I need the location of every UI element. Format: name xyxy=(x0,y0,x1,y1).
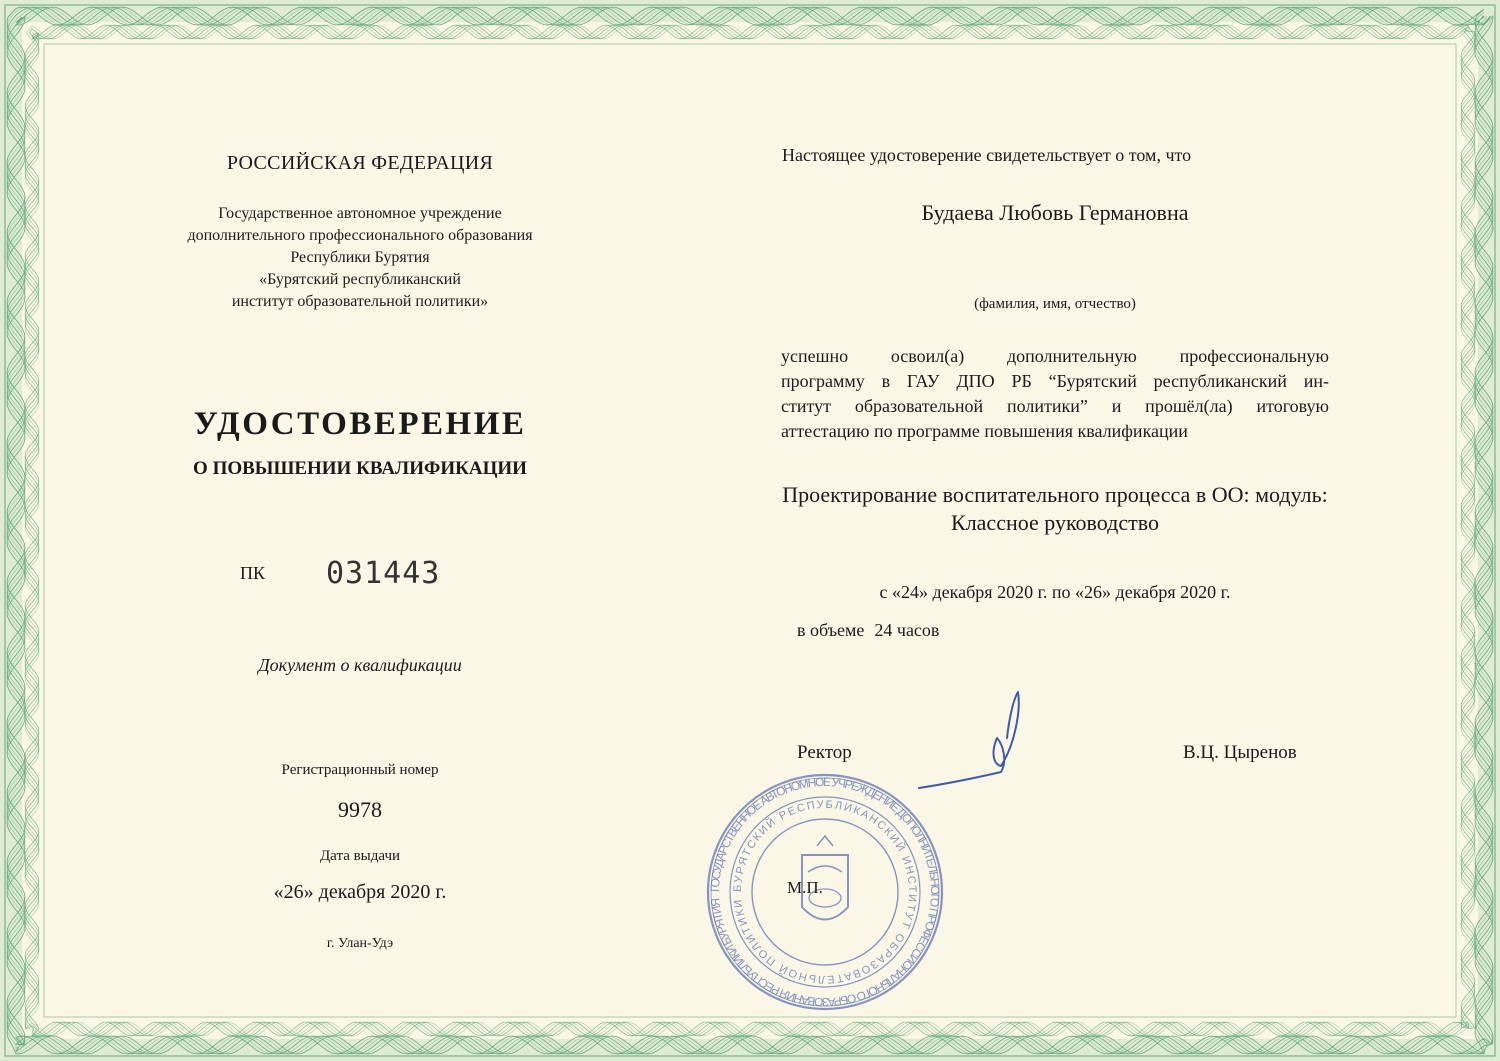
program-line: Классное руководство xyxy=(951,510,1159,535)
country-heading: РОССИЙСКАЯ ФЕДЕРАЦИЯ xyxy=(226,152,494,174)
statement-line: успешно освоил(а) дополнительную профессиональную xyxy=(781,346,1329,366)
document-subtitle: О ПОВЫШЕНИИ КВАЛИФИКАЦИИ xyxy=(193,458,527,479)
official-seal xyxy=(700,772,950,1012)
seal-inner-text: БУРЯТСКИЙ РЕСПУБЛИКАНСКИЙ ИНСТИТУТ ОБРАЗОВАТЕЛЬНОЙ ПОЛИТИКИ xyxy=(731,798,919,986)
training-period: с «24» декабря 2020 г. по «26» декабря 2020 г. xyxy=(879,582,1231,602)
registration-label: Регистрационный номер xyxy=(281,762,439,778)
organization-line: Государственное автономное учреждение xyxy=(218,205,502,222)
statement-line: ститут образовательной политики” и прошёл(ла) итоговую xyxy=(781,396,1329,416)
rector-signature xyxy=(905,680,1045,805)
document-title: УДОСТОВЕРЕНИЕ xyxy=(193,406,527,442)
holder-full-name: Будаева Любовь Германовна xyxy=(921,200,1189,225)
statement-line: аттестацию по программе повышения квалификации xyxy=(781,421,1188,441)
document-number: 031443 xyxy=(326,556,441,591)
organization-line: институт образовательной политики» xyxy=(231,293,489,310)
statement-line: программу в ГАУ ДПО РБ “Бурятский республиканский ин- xyxy=(781,371,1329,391)
city: г. Улан-Удэ xyxy=(326,936,394,951)
document-type: Документ о квалификации xyxy=(258,655,462,675)
organization-line: Республики Бурятия xyxy=(290,249,430,266)
registration-number: 9978 xyxy=(338,797,382,822)
seal-outer-text: ГОСУДАРСТВЕННОЕ АВТОНОМНОЕ УЧРЕЖДЕНИЕ ДОПОЛНИТЕЛЬНОГО ПРОФЕССИОНАЛЬНОГО ОБРАЗОВАНИЯ РЕСПУБЛИКИ БУРЯТИЯ xyxy=(707,774,943,1010)
volume-value: 24 часов xyxy=(874,620,940,640)
program-title xyxy=(735,481,1375,537)
rector-label: Ректор xyxy=(797,742,852,763)
organization-name xyxy=(140,203,580,313)
program-line: Проектирование воспитательного процесса в ОО: модуль: xyxy=(782,482,1328,507)
rector-name: В.Ц. Цыренов xyxy=(1183,742,1297,763)
stamp-placeholder: М.П. xyxy=(787,878,823,897)
certificate-intro: Настоящее удостоверение свидетельствует о том, что xyxy=(782,145,1192,165)
series-label: ПК xyxy=(240,563,266,583)
training-volume xyxy=(797,620,939,641)
name-caption: (фамилия, имя, отчество) xyxy=(974,296,1136,312)
volume-label: в объеме xyxy=(797,620,865,640)
issue-date-label: Дата выдачи xyxy=(319,848,401,864)
issue-date: «26» декабря 2020 г. xyxy=(273,881,447,903)
organization-line: дополнительного профессионального образования xyxy=(187,227,533,244)
completion-statement xyxy=(781,344,1329,444)
organization-line: «Бурятский республиканский xyxy=(259,271,461,288)
